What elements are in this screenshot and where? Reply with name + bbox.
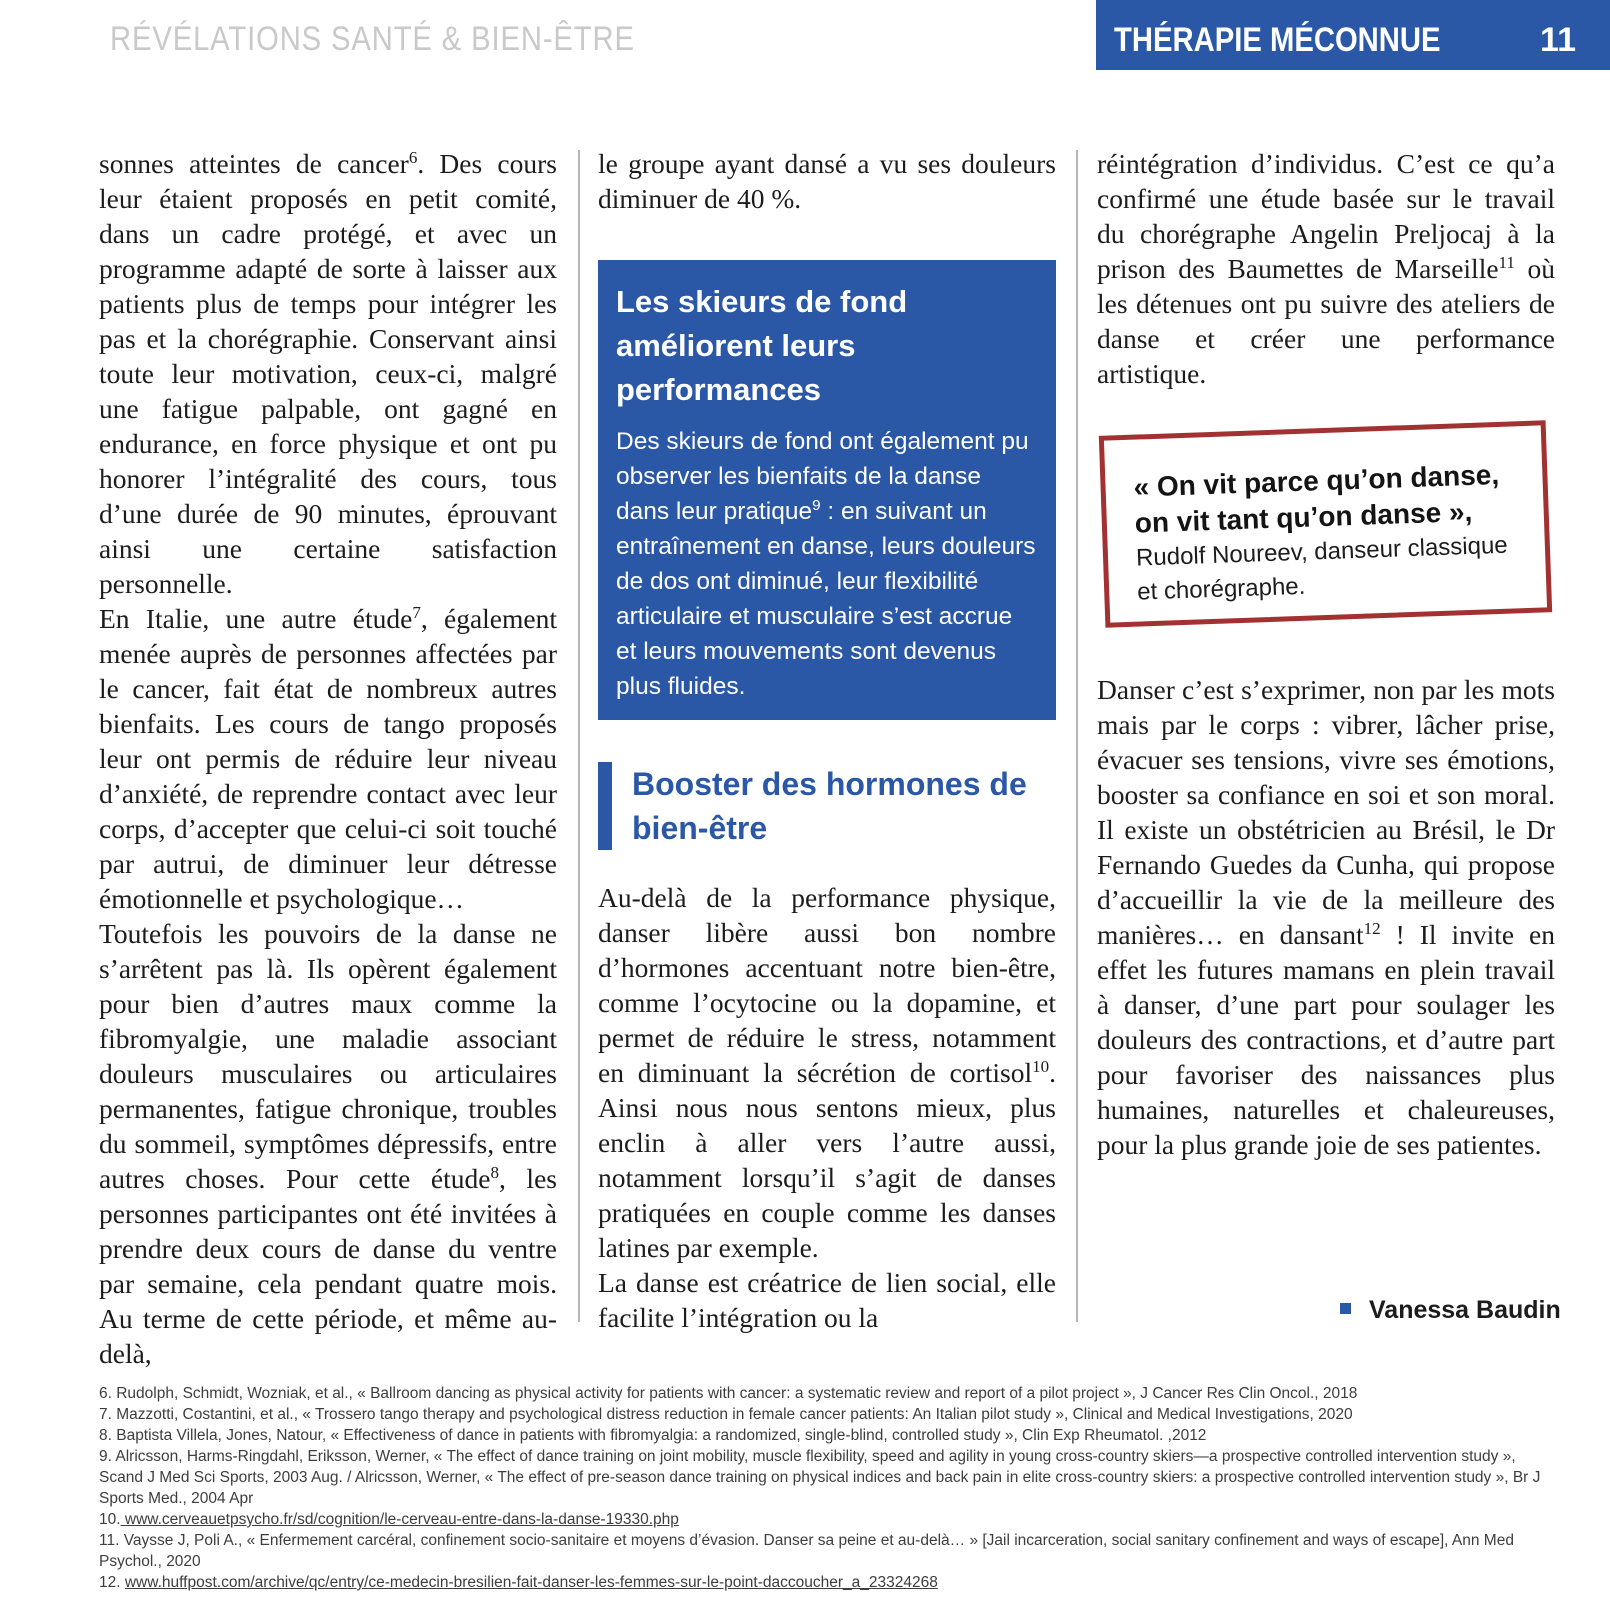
paragraph: La danse est créatrice de lien social, elle facilite l’intégration ou la — [598, 1267, 1056, 1333]
column-divider-2 — [1076, 150, 1078, 1322]
paragraph: En Italie, une autre étude$^7$, également menée auprès de personnes affectées par le cancer, fait état de nombreux autres bienfaits. Les cours de tango proposés leur ont permis de réduire leur niveau d’anxiété, de reprendre contact avec leur corps, d’accepter que celui-ci soit touché par autrui, de diminuer leur détresse émotionnelle et psychologique… — [99, 602, 557, 914]
footnote: 9. Alricsson, Harms-Ringdahl, Eriksson, Werner, « The effect of dance training on joint mobility, muscle flexibility, speed and agility in young cross-country skiers—a prospective controlled intervention study », Scand J Med Sci Sports, 2003 Aug. / Alricsson, Werner, « The effect of pre-season dance training on physical indices and back pain in elite cross-country skiers: a prospective controlled intervention study », Br J Sports Med., 2004 Apr — [99, 1448, 1541, 1507]
footnote-ref: 8 — [490, 1162, 499, 1182]
author-name: Vanessa Baudin — [1369, 1296, 1561, 1324]
footnote-ref: 11 — [1498, 252, 1515, 272]
column-3-top — [1097, 146, 1555, 391]
pull-quote-text: « On vit parce qu’on danse, on vit tant qu’on danse », — [1133, 458, 1500, 539]
footnote: 10. www.cerveauetpsycho.fr/sd/cognition/le-cerveau-entre-dans-la-danse-19330.php — [99, 1511, 679, 1528]
magazine-title: RÉVÉLATIONS SANTÉ & BIEN-ÊTRE — [110, 20, 635, 58]
column-1 — [99, 146, 557, 1371]
footnote: 7. Mazzotti, Costantini, et al., « Trossero tango therapy and psychological distress reduction in female cancer patients: An Italian pilot study », Clinical and Medical Investigations, 2020 — [99, 1406, 1353, 1423]
paragraph: Au-delà de la performance physique, danser libère aussi bon nombre d’hormones accentuant notre bien-être, comme l’ocytocine ou la dopamine, et permet de réduire le stress, notamment en diminuant la sécrétion de cortisol$^{10}$. Ainsi nous nous sentons mieux, plus enclin à aller vers l’autre aussi, notamment lorsqu’il s’agit de danses pratiquées en couple comme les danses latines par exemple. — [598, 882, 1056, 1263]
section-header-bar — [1096, 0, 1610, 70]
footnote: 8. Baptista Villela, Jones, Natour, « Effectiveness of dance in patients with fibromyalgia: a randomized, single-blind, controlled study », Clin Exp Rheumatol. ,2012 — [99, 1427, 1207, 1444]
paragraph: Danser c’est s’exprimer, non par les mots mais par le corps : vibrer, lâcher prise, évacuer ses tensions, vivre ses émotions, booster sa confiance en soi et son moral. Il existe un obstétricien au Brésil, le Dr Fernando Guedes da Cunha, qui propose d’accueillir la vie de la meilleure des manières… en dansant$^{12}$ ! Il invite en effet les futures mamans en plein travail à danser, d’une part pour soulager les douleurs des contractions, et d’autre part pour favoriser des naissances plus humaines, naturelles et chaleureuses, pour la plus grande joie de ses patientes. — [1097, 674, 1555, 1160]
column-divider-1 — [578, 150, 580, 1322]
section-subheading: Booster des hormones de bien-être — [598, 762, 1056, 850]
sidebar-box-skiers — [598, 260, 1056, 720]
pull-quote — [1099, 420, 1552, 627]
column-2-top — [598, 146, 1056, 216]
paragraph: le groupe ayant dansé a vu ses douleurs diminuer de 40 %. — [598, 148, 1056, 214]
footnotes — [99, 1383, 1549, 1593]
pull-quote-attribution: Rudolf Noureev, danseur classique et chorégraphe. — [1135, 531, 1509, 606]
author-signature — [1340, 1296, 1561, 1325]
footnote-link[interactable]: www.huffpost.com/archive/qc/entry/ce-medecin-bresilien-fait-danser-les-femmes-sur-le-point-daccoucher_a_23324268 — [124, 1574, 938, 1591]
page-number: 11 — [1540, 21, 1576, 59]
footnote-ref: 9 — [812, 496, 821, 514]
square-bullet-icon — [1340, 1303, 1351, 1314]
footnote-link[interactable]: www.cerveauetpsycho.fr/sd/cognition/le-cerveau-entre-dans-la-danse-19330.php — [120, 1511, 679, 1528]
footnote: 6. Rudolph, Schmidt, Wozniak, et al., « Ballroom dancing as physical activity for patients with cancer: a systematic review and report of a pilot project », J Cancer Res Clin Oncol., 2018 — [99, 1385, 1358, 1402]
section-title: THÉRAPIE MÉCONNUE — [1114, 21, 1441, 59]
footnote-ref: 12 — [1363, 918, 1381, 938]
footnote-ref: 7 — [412, 602, 421, 622]
sidebar-box-title: Les skieurs de fond améliorent leurs performances — [616, 284, 908, 407]
footnote-ref: 10 — [1032, 1056, 1050, 1076]
column-3-bottom — [1097, 672, 1555, 1162]
paragraph: sonnes atteintes de cancer$^6$. Des cours leur étaient proposés en petit comité, dans un cadre protégé, et avec un programme adapté de sorte à laisser aux patients plus de temps pour intégrer les pas et la chorégraphie. Conservant ainsi toute leur motivation, ceux-ci, malgré une fatigue palpable, ont gagné en endurance, en force physique et ont pu honorer l’intégralité des cours, tous d’une durée de 90 minutes, éprouvant ainsi une certaine satisfaction personnelle. — [99, 147, 557, 599]
sidebar-box-text: Des skieurs de fond ont également pu observer les bienfaits de la danse dans leur pratique$^9$ : en suivant un entraînement en danse, leurs douleurs de dos ont diminué, leur flexibilité articulaire et musculaire s’est accrue et leurs mouvements sont devenus plus fluides. — [616, 428, 1036, 700]
paragraph: réintégration d’individus. C’est ce qu’a confirmé une étude basée sur le travail du chorégraphe Angelin Preljocaj à la prison des Baumettes de Marseille$^{11}$ où les détenues ont pu suivre des ateliers de danse et créer une performance artistique. — [1097, 148, 1556, 389]
footnote-ref: 6 — [408, 147, 418, 167]
column-2-bottom — [598, 880, 1056, 1335]
paragraph: Toutefois les pouvoirs de la danse ne s’arrêtent pas là. Ils opèrent également pour bien d’autres maux comme la fibromyalgie, une maladie associant douleurs musculaires ou articulaires permanentes, fatigue chronique, troubles du sommeil, symptômes dépressifs, entre autres choses. Pour cette étude$^8$, les personnes participantes ont été invitées à prendre deux cours de danse du ventre par semaine, cela pendant quatre mois. Au terme de cette période, et même au-delà, — [99, 918, 557, 1369]
footnote: 11. Vaysse J, Poli A., « Enfermement carcéral, confinement socio-sanitaire et moyens d’évasion. Danser sa peine et au-delà… » [Jail incarceration, social sanitary confinement and ways of escape], Ann Med Psychol., 2020 — [99, 1532, 1514, 1570]
footnote: 12. www.huffpost.com/archive/qc/entry/ce-medecin-bresilien-fait-danser-les-femmes-sur-le-point-daccoucher_a_23324268 — [99, 1574, 938, 1591]
